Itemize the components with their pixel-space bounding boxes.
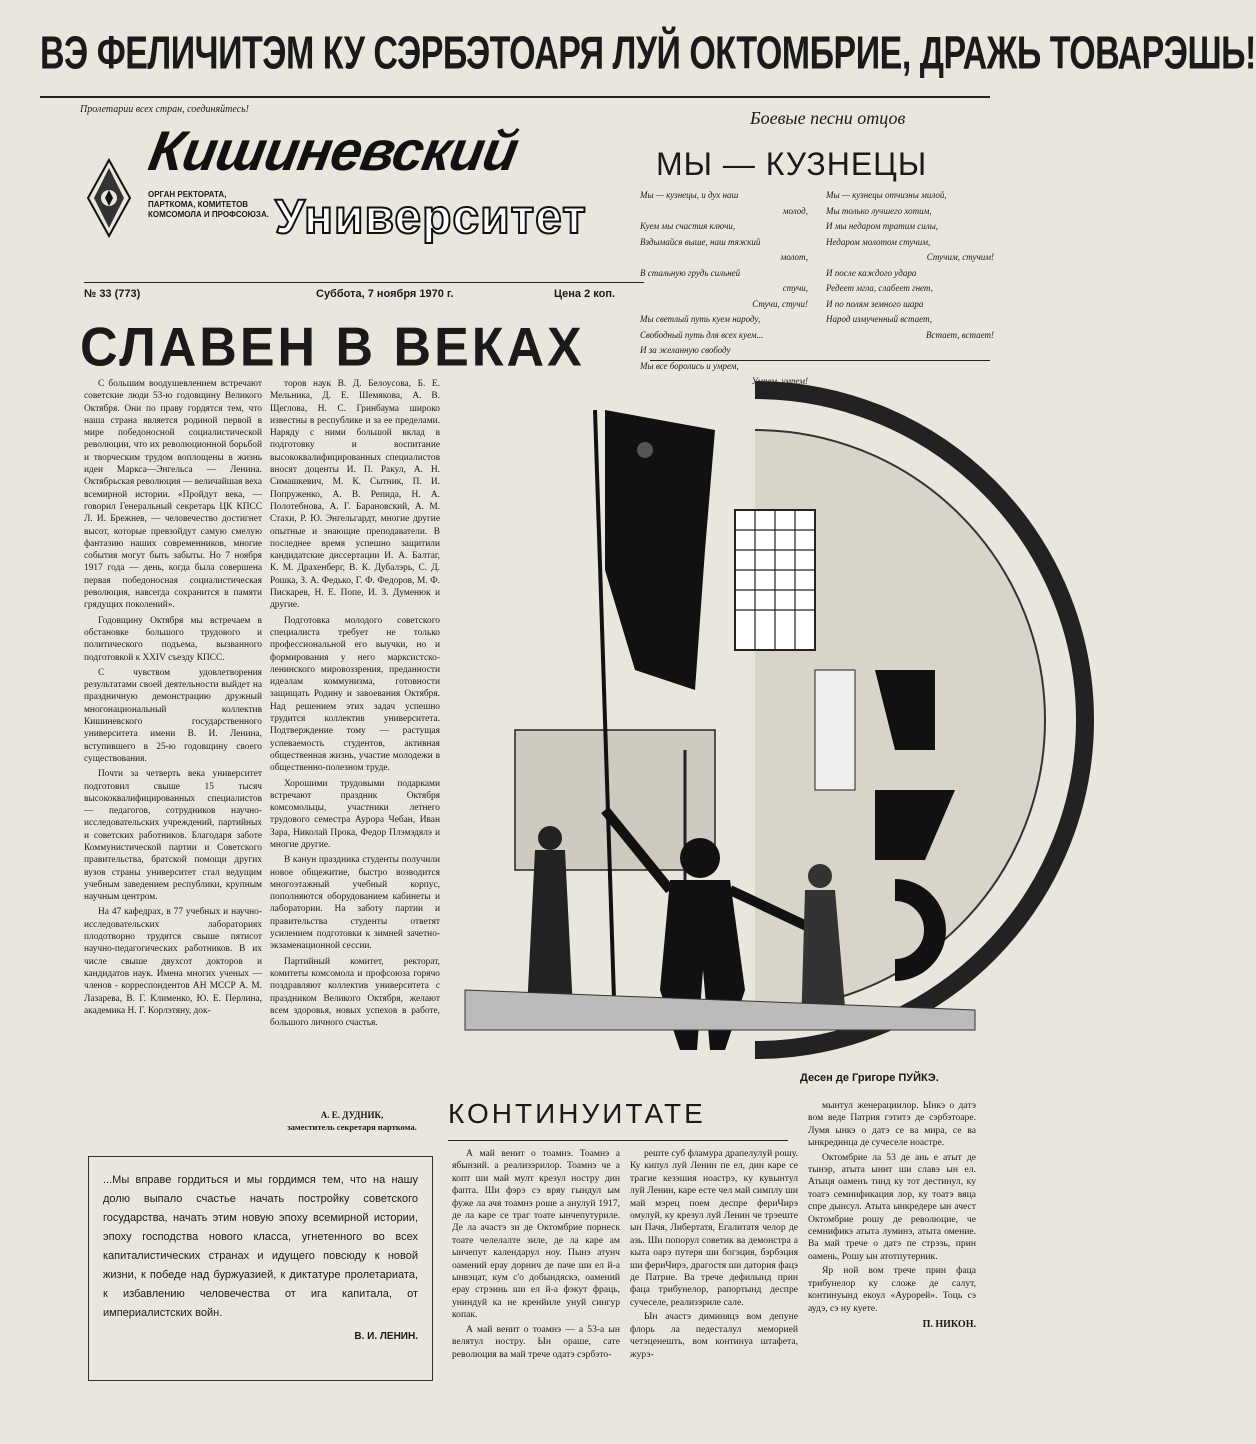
kontinuitate-column-3 <box>808 1100 976 1331</box>
poem-line: Недаром молотом стучим, <box>826 236 931 247</box>
poem-line: И за желанную свободу <box>640 345 731 355</box>
paragraph: С чувством удовлетворения результатами своей деятельности выйдет на праздничную демонстрацию дружный многонациональный коллектив Кишиневского государственного университета имени В. И. Ленина, вступившего в 25-ю годовщину своего существования. <box>84 667 262 764</box>
paragraph: С большим воодушевлением встречают советские люди 53-ю годовщину Великого Октября. Они по праву гордятся тем, что наша страна является родиной первой в мире победоносной социалистической революции, что их революционной борьбой и творческим трудом воплощены в жизнь идеи Маркса—Энгельса — Ленина. Октябрьская революция — величайшая веха всемирной истории. «Пройдут века, — говорил Генеральный секретарь ЦК КПСС Л. И. Брежнев, — человечество достигнет высот, которые превзойдут самую смелую фантазию наших современников, многие события могут быть забыты. Но 7 ноября 1917 года — день, когда была совершена первая победоносная социалистическая революция, навсегда сохранится в памяти грядущих поколений». <box>84 379 262 611</box>
article-signature: А. Е. ДУДНИК, <box>320 1110 384 1120</box>
paragraph: Подготовка молодого советского специалиста требует не только профессиональной его выучки, но и формирования у него марксистско-ленинского мировоззрения, преданности идеалам коммунизма, готовности защищать Родину и завоевания Октября. Над решением этих задач успешно трудится коллектив университета. Подтверждение тому — растущая успеваемость студентов, активная общественная жизнь, участие молодежи в общественно-полезном труде. <box>270 615 440 774</box>
masthead-motto: Пролетарии всех стран, соединяйтесь! <box>80 104 250 115</box>
paragraph: В канун праздника студенты получили новое общежитие, быстро возводится многоэтажный учебный корпус, пополняются оборудованием кабинеты и лаборатории. На заботу партии и правительства студенты ответят усилением подготовки к зимней зачетно-экзаменационной сессии. <box>270 855 440 952</box>
poem-line: Народ измученный встает, <box>826 314 933 324</box>
poem-line: И мы недаром тратим силы, <box>826 221 939 231</box>
paragraph: реште суб фламура драпелулуй рошу. Ку кипул луй Ленин пе ел, дин каре се трагие кезэшия ноастрэ, ку кувынтул луй Ленин, каре есте чел май симплу ши май мэрец поем деспре фериЧирэ омулуй, ку крезул луй Ленин че трэеште ын Пачя, Либертатя, Егалитатя челор де азь. Ши попорул советик ва демонстра а кыта оарэ путеря ши богэция, бэрбэция ши фериЧирэ, драгостя ши датория фацэ де Патрие. Ва трече дефилынд прин фаца трибунелор, рапортынд деспре сучеселе, реализэриле сале. <box>630 1148 798 1308</box>
poem-line: Мы светлый путь куем народу, <box>640 314 761 324</box>
issue-date: Суббота, 7 ноября 1970 г. <box>316 288 454 300</box>
paragraph: мынтул женерациилор. Ынкэ о датэ вом веде Патрия гэтитэ де сэрбэтоаре. Лумя ынкэ о датэ се ва мира, се ва ынкрединца де сучеселе ноастре. <box>808 1100 976 1149</box>
kontinuitate-rule <box>448 1140 788 1141</box>
kontinuitate-column-2 <box>630 1148 798 1363</box>
poem-line: В стальную грудь сильней <box>640 267 741 278</box>
paragraph: Почти за четверть века университет подготовил свыше 15 тысяч высококвалифицированных специалистов — педагогов, сотрудников научно-исследовательских учреждений, партийных и советских работников. Благодаря заботе Коммунистической партии и Советского правительства, братской помощи других вузов страны университет стал ведущим учебным заведением республики, крупным научным центром. <box>84 769 262 903</box>
paragraph: А май венит о тоамнэ — а 53-а ын велятул нострy. Ын ораше, сате революция ва май трече одатэ сэрбэто- <box>452 1323 620 1360</box>
poem-line: И после каждого удара <box>826 267 917 278</box>
poem-line: Стучи, стучи! <box>752 298 808 309</box>
poem-line: Стучим, стучим! <box>926 252 994 262</box>
poem-line: молод, <box>782 205 808 216</box>
lenin-quote-text: ...Мы вправе гордиться и мы гордимся тем, что на нашу долю выпало счастье начать постройку советского государства, начать этим новую эпоху всемирной истории, эпоху господства нового класса, угнетенного во всех капиталистических странах и идущего повсюду к новой жизни, к победе над буржуазией, к диктатуре пролетариата, к избавлению человечества от ига капитала, от империалистских войн. <box>103 1174 418 1319</box>
masthead-organ: ОРГАН РЕКТОРАТА, ПАРТКОМА, КОМИТЕТОВ КОМСОМОЛА И ПРОФСОЮЗА. <box>148 190 269 219</box>
kontinuitate-author: П. НИКОН. <box>922 1318 976 1330</box>
paragraph: Хорошими трудовыми подарками встречают праздник Октября комсомольцы, участники летнего трудового семестра Аурора Чебан, Иван Зара, Николай Прока, Федор Плэмэдялэ и многие другие. <box>270 778 440 850</box>
issue-rule-top <box>84 282 644 283</box>
paragraph: Годовщину Октября мы встречаем в обстановке большого трудового и политического подъема, вызванного подготовкой к XXIV съезду КПСС. <box>84 615 262 663</box>
poem-line: Встает, встает! <box>926 329 994 340</box>
issue-number: № 33 (773) <box>84 288 141 300</box>
masthead <box>80 118 600 278</box>
poem-right-column <box>826 188 994 343</box>
banner-rule <box>40 96 990 98</box>
poem-kicker: Боевые песни отцов <box>750 108 906 128</box>
poem-line: Куем мы счастия ключи, <box>640 221 736 231</box>
paragraph: А май венит о тоамнэ. Тоамнэ а ябынзий. а реализэрилор. Тоамнэ че а копт ши май мулт крезул нострy дин фапта. Ши фэрэ сэ вряу гындул ым фуже ла ачя тоамнэ роше а анулуй 1917, де ла каре се траг тоате ынчепутуриле. Де ла ачастэ зи де Октомбрие порнеск тоате челелалте зиле, де ла каре ам ынчепут календарул ноу. Пынэ атунч оамений ерау дорнич де паче ши ел й-а ынвэцат, кум с'о добындяскэ, оамений ерау стрэинь ши ел й-а фэкут фраць, униндуй ка не кренйиле унуй сингур копак. <box>452 1148 620 1321</box>
university-badge-icon <box>86 158 132 238</box>
paragraph: Ын ачастэ диминяцэ вом депуне флорь ла педесталул мемориeй четэценешть, вом континуа штафета, журэ- <box>630 1311 798 1360</box>
poem-rule <box>650 360 990 361</box>
poem-line: Мы все боролись и умрем, <box>640 360 739 371</box>
poem-line: Умрем, умрем! <box>751 376 808 386</box>
masthead-title-line1: Кишиневский <box>144 119 523 182</box>
lenin-quote-author: В. И. ЛЕНИН. <box>354 1331 418 1342</box>
poem-line: И по полям земного шара <box>826 298 924 309</box>
october-poster-illustration <box>455 370 995 1070</box>
kontinuitate-title: КОНТИНУИТАТЕ <box>448 1098 706 1129</box>
poem-line: Редеет мгла, слабеет гнет, <box>826 283 933 293</box>
poem-line: стучи, <box>782 283 808 293</box>
article-column-1 <box>84 378 262 1020</box>
issue-price: Цена 2 коп. <box>554 288 616 300</box>
poem-line: Мы — кузнецы, и дух наш <box>640 190 739 200</box>
lenin-quote-box <box>88 1156 433 1381</box>
poem-box <box>640 108 994 386</box>
poem-line: Свободный путь для всех куем... <box>640 329 764 340</box>
paragraph: торов наук В. Д. Белоусова, Б. Е. Мельника, Д. Е. Шемякова, А. В. Щеглова, Н. С. Гринбаума широко известны в республике и за ее пределами. Наряду с ними большой вклад в подготовку и воспитание высококвалифицированных специалистов вносят доценты И. П. Ракул, А. Н. Симашкевич, М. К. Сытник, П. И. Попруженко, А. В. Репида, Н. А. Полотебнова, А. Г. Барановский, А. М. Стахи, Р. Ю. Энгельгардт, многие другие опытные и знающие преподаватели. В последнее время успешно защитили кандидатские диссертации И. А. Балтаг, К. М. Драхенберг, В. К. Дубалэрь, С. Д. Рошка, З. А. Федько, Г. Ф. Федоров, М. Ф. Пискарев, Н. Е. Попе, И. З. Думенюк и другие. <box>270 379 440 611</box>
main-headline: СЛАВЕН В ВЕКАХ <box>80 317 585 378</box>
illustration-caption: Десен де Григоре ПУЙКЭ. <box>800 1072 939 1084</box>
kontinuitate-column-1 <box>452 1148 620 1363</box>
paragraph: Партийный комитет, ректорат, комитеты комсомола и профсоюза горячо поздравляют коллектив университета с праздником Великого Октября, желают всем здоровья, новых успехов в работе, большого личного счастья. <box>270 956 440 1029</box>
poem-line: Вздымайся выше, наш тяжкий <box>640 236 761 247</box>
poem-line: молот, <box>780 252 808 262</box>
paragraph: Октомбрие ла 53 де ань е атыт де тынэр, атыта ынит ши славэ ын ел. Атыця оаменъ тинд ку тот дестинул, ку тоатэ семнификация лор, ку тоатэ вяца спре дынсул. Атыта ынкредере ын ачест Октомбрие рошу де революцие, че семнификэ атыта луминэ, атыта омение. Ва май трече о датэ пе стрэзь, прин оамень, Рошу ын атотпутерник. <box>808 1151 976 1262</box>
article-column-2 <box>262 378 440 1032</box>
masthead-title-line2: Университет <box>275 191 587 244</box>
poem-line: Мы только лучшего хотим, <box>826 205 932 216</box>
poem-title: МЫ — КУЗНЕЦЫ <box>656 146 928 182</box>
poem-line: Мы — кузнецы отчизны милой, <box>826 190 947 200</box>
top-banner: ВЭ ФЕЛИЧИТЭМ КУ СЭРБЭТОАРЯ ЛУЙ ОКТОМБРИЕ, ДРАЖЬ ТОВАРЭШЬ! <box>40 28 1256 80</box>
paragraph: Яр ной вом трече прин фаца трибунелор ку сложе де салут, континуынд екоул «Аурорей». Тоць сэ аудэ, сэ ну куете. <box>808 1265 976 1314</box>
article-signature-block <box>268 1105 436 1134</box>
article-signature-title: заместитель секретаря парткома. <box>287 1122 417 1133</box>
paragraph: На 47 кафедрах, в 77 учебных и научно-исследовательских лабораториях плодотворно трудятся свыше пятисот научно-педагогических работников. В их числе свыше двухсот докторов и кандидатов наук. Имена многих ученых — членов - корреспондентов АН МССР А. М. Лазарева, В. Г. Клименко, Ю. Е. Перлина, академика Н. Г. Корлэтяну, док- <box>84 907 262 1016</box>
